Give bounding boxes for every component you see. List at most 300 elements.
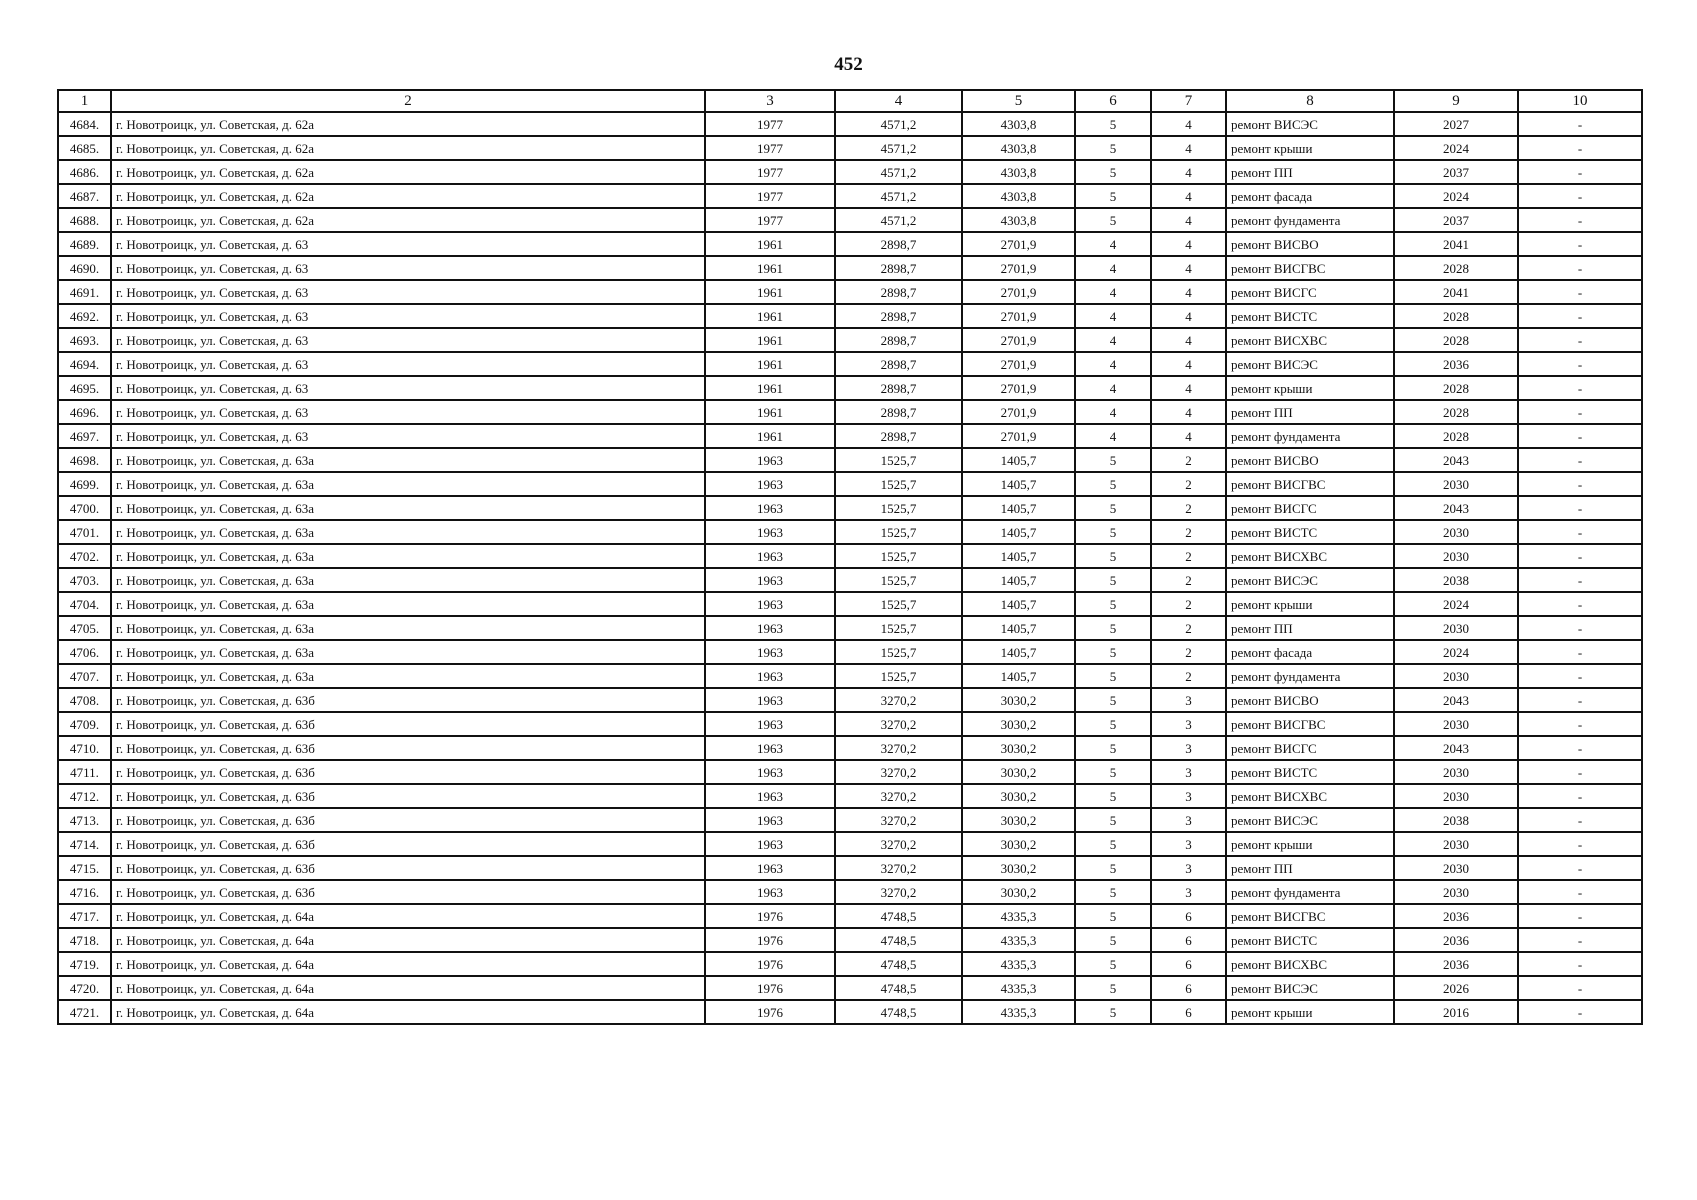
note-cell: - bbox=[1518, 208, 1642, 232]
entrances-cell: 2 bbox=[1151, 568, 1226, 592]
row-number-cell: 4721. bbox=[58, 1000, 111, 1024]
page-number: 452 bbox=[834, 54, 863, 75]
work-type-cell: ремонт ВИСЭС bbox=[1226, 112, 1394, 136]
living-area-cell: 3030,2 bbox=[962, 760, 1075, 784]
entrances-cell: 3 bbox=[1151, 688, 1226, 712]
total-area-cell: 1525,7 bbox=[835, 592, 962, 616]
floors-cell: 4 bbox=[1075, 304, 1151, 328]
total-area-cell: 2898,7 bbox=[835, 376, 962, 400]
build-year-cell: 1963 bbox=[705, 712, 835, 736]
total-area-cell: 4571,2 bbox=[835, 208, 962, 232]
table-row bbox=[58, 592, 1642, 616]
build-year-cell: 1963 bbox=[705, 448, 835, 472]
living-area-cell: 3030,2 bbox=[962, 784, 1075, 808]
table-row bbox=[58, 520, 1642, 544]
build-year-cell: 1977 bbox=[705, 184, 835, 208]
address-cell: г. Новотроицк, ул. Советская, д. 62а bbox=[111, 208, 705, 232]
address-cell: г. Новотроицк, ул. Советская, д. 63б bbox=[111, 688, 705, 712]
work-type-cell: ремонт ВИСХВС bbox=[1226, 544, 1394, 568]
table-row bbox=[58, 160, 1642, 184]
work-type-cell: ремонт ВИСТС bbox=[1226, 520, 1394, 544]
living-area-cell: 3030,2 bbox=[962, 856, 1075, 880]
table-row bbox=[58, 352, 1642, 376]
plan-year-cell: 2030 bbox=[1394, 544, 1518, 568]
note-cell: - bbox=[1518, 784, 1642, 808]
living-area-cell: 1405,7 bbox=[962, 448, 1075, 472]
floors-cell: 5 bbox=[1075, 184, 1151, 208]
entrances-cell: 4 bbox=[1151, 280, 1226, 304]
total-area-cell: 1525,7 bbox=[835, 520, 962, 544]
work-type-cell: ремонт ВИСВО bbox=[1226, 688, 1394, 712]
living-area-cell: 4303,8 bbox=[962, 112, 1075, 136]
plan-year-cell: 2037 bbox=[1394, 208, 1518, 232]
table-row bbox=[58, 880, 1642, 904]
column-header: 8 bbox=[1226, 90, 1394, 112]
work-type-cell: ремонт ВИСГВС bbox=[1226, 712, 1394, 736]
plan-year-cell: 2043 bbox=[1394, 688, 1518, 712]
build-year-cell: 1961 bbox=[705, 400, 835, 424]
entrances-cell: 2 bbox=[1151, 664, 1226, 688]
work-type-cell: ремонт ВИСТС bbox=[1226, 760, 1394, 784]
column-header: 7 bbox=[1151, 90, 1226, 112]
note-cell: - bbox=[1518, 328, 1642, 352]
build-year-cell: 1961 bbox=[705, 328, 835, 352]
table-row bbox=[58, 784, 1642, 808]
row-number-cell: 4694. bbox=[58, 352, 111, 376]
note-cell: - bbox=[1518, 136, 1642, 160]
living-area-cell: 2701,9 bbox=[962, 424, 1075, 448]
work-type-cell: ремонт ВИСВО bbox=[1226, 232, 1394, 256]
build-year-cell: 1977 bbox=[705, 208, 835, 232]
work-type-cell: ремонт ВИСГС bbox=[1226, 280, 1394, 304]
entrances-cell: 3 bbox=[1151, 856, 1226, 880]
note-cell: - bbox=[1518, 424, 1642, 448]
row-number-cell: 4711. bbox=[58, 760, 111, 784]
floors-cell: 5 bbox=[1075, 448, 1151, 472]
total-area-cell: 4571,2 bbox=[835, 160, 962, 184]
column-header: 9 bbox=[1394, 90, 1518, 112]
table-row bbox=[58, 688, 1642, 712]
entrances-cell: 4 bbox=[1151, 136, 1226, 160]
work-type-cell: ремонт ВИСГС bbox=[1226, 496, 1394, 520]
work-type-cell: ремонт ВИСХВС bbox=[1226, 952, 1394, 976]
floors-cell: 4 bbox=[1075, 232, 1151, 256]
entrances-cell: 4 bbox=[1151, 208, 1226, 232]
table-row bbox=[58, 448, 1642, 472]
work-type-cell: ремонт крыши bbox=[1226, 136, 1394, 160]
build-year-cell: 1963 bbox=[705, 856, 835, 880]
living-area-cell: 3030,2 bbox=[962, 832, 1075, 856]
plan-year-cell: 2043 bbox=[1394, 736, 1518, 760]
table-row bbox=[58, 184, 1642, 208]
total-area-cell: 3270,2 bbox=[835, 832, 962, 856]
floors-cell: 5 bbox=[1075, 640, 1151, 664]
note-cell: - bbox=[1518, 472, 1642, 496]
address-cell: г. Новотроицк, ул. Советская, д. 63а bbox=[111, 568, 705, 592]
build-year-cell: 1976 bbox=[705, 904, 835, 928]
address-cell: г. Новотроицк, ул. Советская, д. 63б bbox=[111, 712, 705, 736]
note-cell: - bbox=[1518, 808, 1642, 832]
table-row bbox=[58, 112, 1642, 136]
work-type-cell: ремонт крыши bbox=[1226, 376, 1394, 400]
living-area-cell: 4303,8 bbox=[962, 184, 1075, 208]
living-area-cell: 4335,3 bbox=[962, 976, 1075, 1000]
work-type-cell: ремонт ПП bbox=[1226, 856, 1394, 880]
address-cell: г. Новотроицк, ул. Советская, д. 63а bbox=[111, 640, 705, 664]
build-year-cell: 1963 bbox=[705, 496, 835, 520]
living-area-cell: 1405,7 bbox=[962, 640, 1075, 664]
entrances-cell: 4 bbox=[1151, 160, 1226, 184]
plan-year-cell: 2028 bbox=[1394, 256, 1518, 280]
note-cell: - bbox=[1518, 544, 1642, 568]
living-area-cell: 4335,3 bbox=[962, 952, 1075, 976]
table-row bbox=[58, 832, 1642, 856]
work-type-cell: ремонт крыши bbox=[1226, 1000, 1394, 1024]
floors-cell: 5 bbox=[1075, 688, 1151, 712]
living-area-cell: 4335,3 bbox=[962, 904, 1075, 928]
living-area-cell: 4303,8 bbox=[962, 136, 1075, 160]
total-area-cell: 4571,2 bbox=[835, 184, 962, 208]
entrances-cell: 3 bbox=[1151, 808, 1226, 832]
total-area-cell: 2898,7 bbox=[835, 304, 962, 328]
row-number-cell: 4686. bbox=[58, 160, 111, 184]
row-number-cell: 4688. bbox=[58, 208, 111, 232]
work-type-cell: ремонт ВИСХВС bbox=[1226, 784, 1394, 808]
plan-year-cell: 2028 bbox=[1394, 424, 1518, 448]
entrances-cell: 6 bbox=[1151, 928, 1226, 952]
total-area-cell: 3270,2 bbox=[835, 856, 962, 880]
entrances-cell: 6 bbox=[1151, 1000, 1226, 1024]
column-header: 2 bbox=[111, 90, 705, 112]
floors-cell: 4 bbox=[1075, 256, 1151, 280]
work-type-cell: ремонт ВИСВО bbox=[1226, 448, 1394, 472]
build-year-cell: 1963 bbox=[705, 520, 835, 544]
living-area-cell: 2701,9 bbox=[962, 232, 1075, 256]
build-year-cell: 1961 bbox=[705, 304, 835, 328]
column-header: 3 bbox=[705, 90, 835, 112]
build-year-cell: 1976 bbox=[705, 928, 835, 952]
address-cell: г. Новотроицк, ул. Советская, д. 62а bbox=[111, 160, 705, 184]
plan-year-cell: 2037 bbox=[1394, 160, 1518, 184]
work-type-cell: ремонт ВИСХВС bbox=[1226, 328, 1394, 352]
plan-year-cell: 2028 bbox=[1394, 400, 1518, 424]
table-row bbox=[58, 928, 1642, 952]
row-number-cell: 4702. bbox=[58, 544, 111, 568]
build-year-cell: 1976 bbox=[705, 952, 835, 976]
table-row bbox=[58, 952, 1642, 976]
note-cell: - bbox=[1518, 928, 1642, 952]
note-cell: - bbox=[1518, 112, 1642, 136]
total-area-cell: 3270,2 bbox=[835, 784, 962, 808]
row-number-cell: 4708. bbox=[58, 688, 111, 712]
plan-year-cell: 2024 bbox=[1394, 136, 1518, 160]
row-number-cell: 4713. bbox=[58, 808, 111, 832]
table-row bbox=[58, 904, 1642, 928]
address-cell: г. Новотроицк, ул. Советская, д. 63 bbox=[111, 352, 705, 376]
floors-cell: 5 bbox=[1075, 712, 1151, 736]
note-cell: - bbox=[1518, 160, 1642, 184]
work-type-cell: ремонт ПП bbox=[1226, 400, 1394, 424]
note-cell: - bbox=[1518, 736, 1642, 760]
address-cell: г. Новотроицк, ул. Советская, д. 63а bbox=[111, 664, 705, 688]
total-area-cell: 1525,7 bbox=[835, 448, 962, 472]
row-number-cell: 4684. bbox=[58, 112, 111, 136]
address-cell: г. Новотроицк, ул. Советская, д. 64а bbox=[111, 928, 705, 952]
build-year-cell: 1963 bbox=[705, 592, 835, 616]
row-number-cell: 4712. bbox=[58, 784, 111, 808]
note-cell: - bbox=[1518, 640, 1642, 664]
build-year-cell: 1977 bbox=[705, 136, 835, 160]
living-area-cell: 4303,8 bbox=[962, 160, 1075, 184]
build-year-cell: 1963 bbox=[705, 616, 835, 640]
entrances-cell: 4 bbox=[1151, 232, 1226, 256]
build-year-cell: 1963 bbox=[705, 664, 835, 688]
table-row bbox=[58, 232, 1642, 256]
plan-year-cell: 2030 bbox=[1394, 712, 1518, 736]
build-year-cell: 1976 bbox=[705, 1000, 835, 1024]
entrances-cell: 3 bbox=[1151, 784, 1226, 808]
floors-cell: 5 bbox=[1075, 472, 1151, 496]
column-header: 6 bbox=[1075, 90, 1151, 112]
header-row bbox=[58, 90, 1642, 112]
work-type-cell: ремонт крыши bbox=[1226, 592, 1394, 616]
total-area-cell: 4571,2 bbox=[835, 112, 962, 136]
total-area-cell: 2898,7 bbox=[835, 400, 962, 424]
address-cell: г. Новотроицк, ул. Советская, д. 63а bbox=[111, 496, 705, 520]
living-area-cell: 1405,7 bbox=[962, 568, 1075, 592]
note-cell: - bbox=[1518, 280, 1642, 304]
total-area-cell: 1525,7 bbox=[835, 664, 962, 688]
row-number-cell: 4701. bbox=[58, 520, 111, 544]
build-year-cell: 1963 bbox=[705, 688, 835, 712]
table-row bbox=[58, 808, 1642, 832]
build-year-cell: 1963 bbox=[705, 640, 835, 664]
floors-cell: 5 bbox=[1075, 952, 1151, 976]
table-row bbox=[58, 640, 1642, 664]
address-cell: г. Новотроицк, ул. Советская, д. 64а bbox=[111, 952, 705, 976]
plan-year-cell: 2024 bbox=[1394, 640, 1518, 664]
row-number-cell: 4705. bbox=[58, 616, 111, 640]
plan-year-cell: 2028 bbox=[1394, 376, 1518, 400]
floors-cell: 4 bbox=[1075, 424, 1151, 448]
table-row bbox=[58, 496, 1642, 520]
row-number-cell: 4714. bbox=[58, 832, 111, 856]
row-number-cell: 4700. bbox=[58, 496, 111, 520]
entrances-cell: 3 bbox=[1151, 880, 1226, 904]
floors-cell: 5 bbox=[1075, 136, 1151, 160]
work-type-cell: ремонт крыши bbox=[1226, 832, 1394, 856]
row-number-cell: 4719. bbox=[58, 952, 111, 976]
entrances-cell: 6 bbox=[1151, 904, 1226, 928]
floors-cell: 4 bbox=[1075, 280, 1151, 304]
note-cell: - bbox=[1518, 856, 1642, 880]
work-type-cell: ремонт фасада bbox=[1226, 184, 1394, 208]
note-cell: - bbox=[1518, 760, 1642, 784]
floors-cell: 4 bbox=[1075, 352, 1151, 376]
entrances-cell: 2 bbox=[1151, 472, 1226, 496]
floors-cell: 5 bbox=[1075, 856, 1151, 880]
plan-year-cell: 2038 bbox=[1394, 568, 1518, 592]
entrances-cell: 4 bbox=[1151, 400, 1226, 424]
living-area-cell: 3030,2 bbox=[962, 688, 1075, 712]
address-cell: г. Новотроицк, ул. Советская, д. 63б bbox=[111, 808, 705, 832]
note-cell: - bbox=[1518, 712, 1642, 736]
note-cell: - bbox=[1518, 880, 1642, 904]
total-area-cell: 2898,7 bbox=[835, 352, 962, 376]
living-area-cell: 1405,7 bbox=[962, 592, 1075, 616]
table-row bbox=[58, 856, 1642, 880]
entrances-cell: 6 bbox=[1151, 976, 1226, 1000]
entrances-cell: 4 bbox=[1151, 352, 1226, 376]
total-area-cell: 4748,5 bbox=[835, 976, 962, 1000]
living-area-cell: 1405,7 bbox=[962, 472, 1075, 496]
column-header: 10 bbox=[1518, 90, 1642, 112]
table-row bbox=[58, 712, 1642, 736]
work-type-cell: ремонт ПП bbox=[1226, 160, 1394, 184]
total-area-cell: 1525,7 bbox=[835, 568, 962, 592]
plan-year-cell: 2036 bbox=[1394, 952, 1518, 976]
table-row bbox=[58, 376, 1642, 400]
floors-cell: 5 bbox=[1075, 520, 1151, 544]
total-area-cell: 4571,2 bbox=[835, 136, 962, 160]
note-cell: - bbox=[1518, 904, 1642, 928]
address-cell: г. Новотроицк, ул. Советская, д. 63а bbox=[111, 616, 705, 640]
floors-cell: 5 bbox=[1075, 760, 1151, 784]
build-year-cell: 1963 bbox=[705, 736, 835, 760]
row-number-cell: 4698. bbox=[58, 448, 111, 472]
total-area-cell: 1525,7 bbox=[835, 496, 962, 520]
entrances-cell: 3 bbox=[1151, 760, 1226, 784]
build-year-cell: 1963 bbox=[705, 880, 835, 904]
work-type-cell: ремонт ПП bbox=[1226, 616, 1394, 640]
living-area-cell: 1405,7 bbox=[962, 520, 1075, 544]
floors-cell: 5 bbox=[1075, 880, 1151, 904]
floors-cell: 4 bbox=[1075, 328, 1151, 352]
address-cell: г. Новотроицк, ул. Советская, д. 63 bbox=[111, 280, 705, 304]
total-area-cell: 3270,2 bbox=[835, 880, 962, 904]
total-area-cell: 4748,5 bbox=[835, 952, 962, 976]
note-cell: - bbox=[1518, 520, 1642, 544]
table-row bbox=[58, 304, 1642, 328]
floors-cell: 5 bbox=[1075, 568, 1151, 592]
work-type-cell: ремонт ВИСЭС bbox=[1226, 976, 1394, 1000]
row-number-cell: 4716. bbox=[58, 880, 111, 904]
build-year-cell: 1961 bbox=[705, 256, 835, 280]
build-year-cell: 1963 bbox=[705, 472, 835, 496]
plan-year-cell: 2036 bbox=[1394, 928, 1518, 952]
total-area-cell: 1525,7 bbox=[835, 472, 962, 496]
plan-year-cell: 2043 bbox=[1394, 496, 1518, 520]
build-year-cell: 1961 bbox=[705, 376, 835, 400]
build-year-cell: 1961 bbox=[705, 352, 835, 376]
plan-year-cell: 2028 bbox=[1394, 304, 1518, 328]
floors-cell: 5 bbox=[1075, 208, 1151, 232]
plan-year-cell: 2024 bbox=[1394, 592, 1518, 616]
total-area-cell: 1525,7 bbox=[835, 544, 962, 568]
table-row bbox=[58, 1000, 1642, 1024]
entrances-cell: 2 bbox=[1151, 496, 1226, 520]
note-cell: - bbox=[1518, 832, 1642, 856]
total-area-cell: 4748,5 bbox=[835, 928, 962, 952]
living-area-cell: 2701,9 bbox=[962, 304, 1075, 328]
note-cell: - bbox=[1518, 448, 1642, 472]
work-type-cell: ремонт фундамента bbox=[1226, 424, 1394, 448]
living-area-cell: 1405,7 bbox=[962, 496, 1075, 520]
address-cell: г. Новотроицк, ул. Советская, д. 63б bbox=[111, 832, 705, 856]
floors-cell: 4 bbox=[1075, 376, 1151, 400]
plan-year-cell: 2030 bbox=[1394, 856, 1518, 880]
total-area-cell: 2898,7 bbox=[835, 424, 962, 448]
entrances-cell: 2 bbox=[1151, 592, 1226, 616]
note-cell: - bbox=[1518, 400, 1642, 424]
address-cell: г. Новотроицк, ул. Советская, д. 63 bbox=[111, 304, 705, 328]
floors-cell: 5 bbox=[1075, 160, 1151, 184]
column-header: 5 bbox=[962, 90, 1075, 112]
total-area-cell: 3270,2 bbox=[835, 808, 962, 832]
note-cell: - bbox=[1518, 1000, 1642, 1024]
address-cell: г. Новотроицк, ул. Советская, д. 63 bbox=[111, 256, 705, 280]
floors-cell: 5 bbox=[1075, 928, 1151, 952]
note-cell: - bbox=[1518, 256, 1642, 280]
build-year-cell: 1963 bbox=[705, 832, 835, 856]
work-type-cell: ремонт ВИСГС bbox=[1226, 736, 1394, 760]
entrances-cell: 4 bbox=[1151, 328, 1226, 352]
total-area-cell: 3270,2 bbox=[835, 688, 962, 712]
living-area-cell: 2701,9 bbox=[962, 280, 1075, 304]
living-area-cell: 1405,7 bbox=[962, 664, 1075, 688]
table-row bbox=[58, 976, 1642, 1000]
total-area-cell: 2898,7 bbox=[835, 256, 962, 280]
total-area-cell: 3270,2 bbox=[835, 760, 962, 784]
build-year-cell: 1961 bbox=[705, 280, 835, 304]
row-number-cell: 4696. bbox=[58, 400, 111, 424]
floors-cell: 5 bbox=[1075, 616, 1151, 640]
table-row bbox=[58, 208, 1642, 232]
plan-year-cell: 2036 bbox=[1394, 352, 1518, 376]
total-area-cell: 1525,7 bbox=[835, 616, 962, 640]
plan-year-cell: 2024 bbox=[1394, 184, 1518, 208]
row-number-cell: 4687. bbox=[58, 184, 111, 208]
row-number-cell: 4707. bbox=[58, 664, 111, 688]
note-cell: - bbox=[1518, 496, 1642, 520]
table-row bbox=[58, 400, 1642, 424]
address-cell: г. Новотроицк, ул. Советская, д. 63б bbox=[111, 856, 705, 880]
work-type-cell: ремонт ВИСЭС bbox=[1226, 352, 1394, 376]
row-number-cell: 4703. bbox=[58, 568, 111, 592]
row-number-cell: 4717. bbox=[58, 904, 111, 928]
work-type-cell: ремонт ВИСТС bbox=[1226, 928, 1394, 952]
note-cell: - bbox=[1518, 664, 1642, 688]
entrances-cell: 3 bbox=[1151, 832, 1226, 856]
total-area-cell: 4748,5 bbox=[835, 1000, 962, 1024]
note-cell: - bbox=[1518, 376, 1642, 400]
note-cell: - bbox=[1518, 976, 1642, 1000]
address-cell: г. Новотроицк, ул. Советская, д. 63 bbox=[111, 376, 705, 400]
address-cell: г. Новотроицк, ул. Советская, д. 63б bbox=[111, 784, 705, 808]
floors-cell: 4 bbox=[1075, 400, 1151, 424]
plan-year-cell: 2027 bbox=[1394, 112, 1518, 136]
plan-year-cell: 2016 bbox=[1394, 1000, 1518, 1024]
note-cell: - bbox=[1518, 616, 1642, 640]
row-number-cell: 4706. bbox=[58, 640, 111, 664]
floors-cell: 5 bbox=[1075, 784, 1151, 808]
plan-year-cell: 2030 bbox=[1394, 880, 1518, 904]
table-row bbox=[58, 544, 1642, 568]
address-cell: г. Новотроицк, ул. Советская, д. 62а bbox=[111, 184, 705, 208]
total-area-cell: 4748,5 bbox=[835, 904, 962, 928]
table-row bbox=[58, 664, 1642, 688]
floors-cell: 5 bbox=[1075, 544, 1151, 568]
